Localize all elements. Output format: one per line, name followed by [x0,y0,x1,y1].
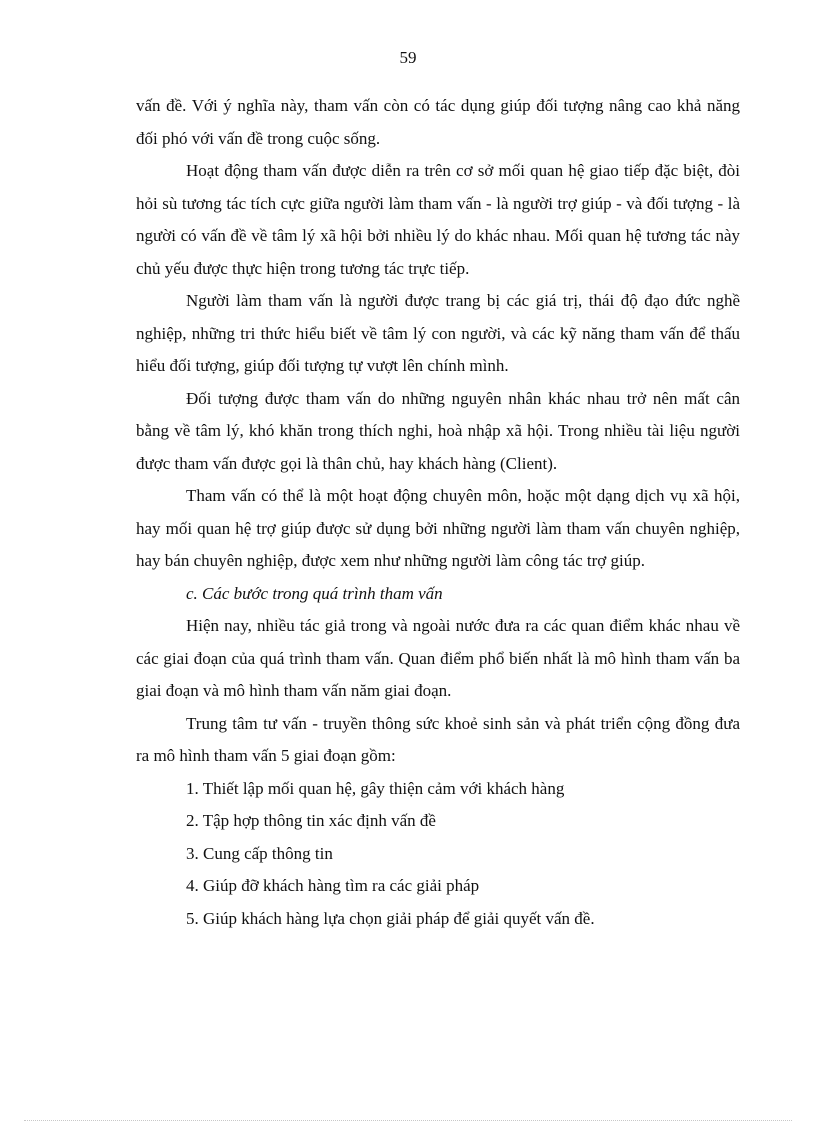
paragraph-counseling-activity: Hoạt động tham vấn được diễn ra trên cơ sở mối quan hệ giao tiếp đặc biệt, đòi hỏi sù tương tác tích cực giữa người làm tham vấn - là người trợ giúp - và đối tượng - là người có vấn đề về tâm lý xã hội bởi nhiều lý do khác nhau. Mối quan hệ tương tác này chủ yếu được thực hiện trong tương tác trực tiếp. [136,161,740,278]
list-item: 5. Giúp khách hàng lựa chọn giải pháp để giải quyết vấn đề. [186,908,595,928]
section-heading: c. Các bước trong quá trình tham vấn [186,583,443,603]
bottom-dotted-rule [24,1120,792,1121]
paragraph-five-stage-intro: Trung tâm tư vấn - truyền thông sức khoẻ sinh sản và phát triển cộng đồng đưa ra mô hình tham vấn 5 giai đoạn gồm: [136,713,740,765]
page-number: 59 [399,48,417,67]
list-item: 4. Giúp đỡ khách hàng tìm ra các giải pháp [186,876,480,895]
paragraph-client: Đối tượng được tham vấn do những nguyên nhân khác nhau trở nên mất cân bằng về tâm lý, khó khăn trong thích nghi, hoà nhập xã hội. Trong nhiều tài liệu người được tham vấn được gọi là thân chủ, hay khách hàng (Client). [136,388,740,473]
list-item: 1. Thiết lập mối quan hệ, gây thiện cảm với khách hàng [186,778,565,798]
list-item: 2. Tập hợp thông tin xác định vấn đề [186,811,436,830]
paragraph-stage-models: Hiện nay, nhiều tác giả trong và ngoài nước đưa ra các quan điểm khác nhau về các giai đoạn của quá trình tham vấn. Quan điểm phổ biến nhất là mô hình tham vấn ba giai đoạn và mô hình tham vấn năm giai đoạn. [136,616,740,700]
body-text [136,90,740,935]
paragraph-continuation: vấn đề. Với ý nghĩa này, tham vấn còn có tác dụng giúp đối tượng nâng cao khả năng đối phó với vấn đề trong cuộc sống. [136,96,740,148]
paragraph-professional-activity: Tham vấn có thể là một hoạt động chuyên môn, hoặc một dạng dịch vụ xã hội, hay mối quan hệ trợ giúp được sử dụng bởi những người làm tham vấn chuyên nghiệp, hay bán chuyên nghiệp, được xem như những người làm công tác trợ giúp. [136,486,740,570]
list-item: 3. Cung cấp thông tin [186,843,333,863]
paragraph-counselor: Người làm tham vấn là người được trang bị các giá trị, thái độ đạo đức nghề nghiệp, những tri thức hiểu biết về tâm lý con người, và các kỹ năng tham vấn để thấu hiểu đối tượng, giúp đối tượng tự vượt lên chính mình. [136,291,740,375]
